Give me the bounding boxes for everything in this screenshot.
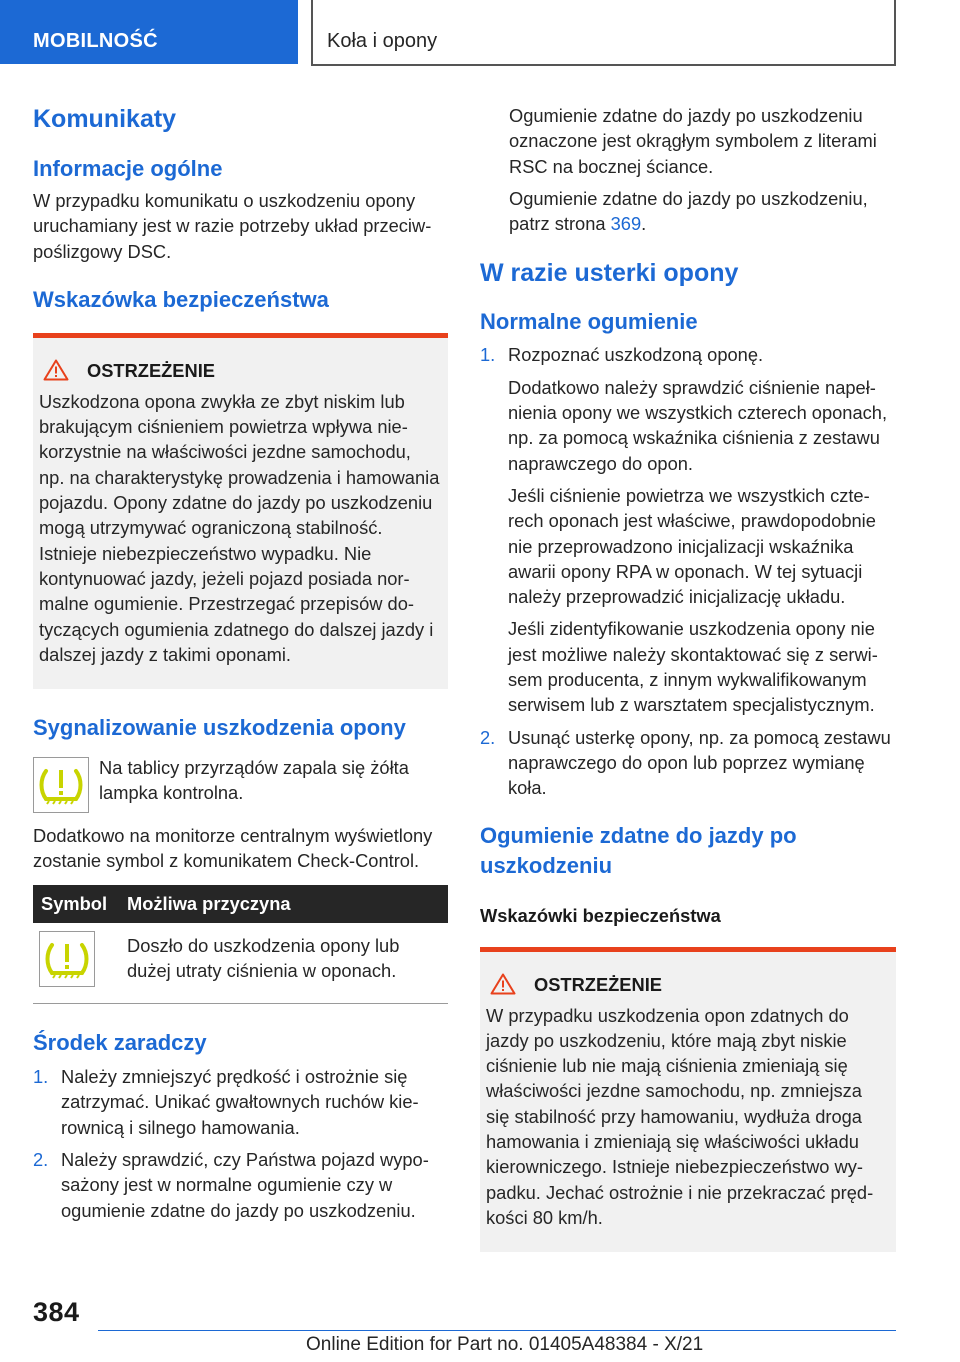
heading-normal-tires: Normalne ogumienie: [480, 309, 698, 335]
warning-title-text: OSTRZEŻENIE: [87, 359, 215, 381]
heading-general-info: Informacje ogólne: [33, 156, 223, 181]
remedy-steps: [33, 1064, 448, 1223]
table-header-row: [33, 885, 448, 923]
warning-title: [486, 972, 888, 997]
warning-text: W przypadku uszkodzenia opon zdatnych do jazdy po uszkodzeniu, które mają zbyt niskie ciśnienie lub nie mają ciśnienia zmieniają się właściwości jezdne samochodu, np. zmniejsza się stabilność przy hamowaniu, wydłuża droga hamowania i zmieniają się właściwości układu kierowniczego. Istnieje niebezpieczeństwo wypadku. Jechać ostrożnie i nie przekraczać prędkości 80 km/h.: [486, 1004, 874, 1228]
warning-box: [33, 333, 448, 689]
tire-pressure-warning-icon: [39, 931, 95, 987]
page-link[interactable]: 369: [610, 213, 642, 235]
step-number: 2.: [480, 726, 496, 748]
step-number: 2.: [33, 1148, 49, 1170]
footer-edition: Online Edition for Part no. 01405A48384 - X/21: [306, 1334, 704, 1355]
left-column: [33, 100, 448, 1223]
rsc-description: Ogumienie zdatne do jazdy po uszkodzeniu oznaczone jest okrągłym symbolem z literami RSC na bocznej ściance.: [509, 105, 877, 177]
heading-remedy: Środek zaradczy: [33, 1030, 207, 1056]
step-text: Dodatkowo należy sprawdzić ciśnienie napełnienia opony we wszystkich czterech oponach, np. za pomocą wskaźnika ciśnienia z zestawu naprawczego do opon.: [508, 376, 888, 474]
table-row: [33, 923, 448, 1004]
symbol-table: [33, 885, 448, 1004]
list-item: [33, 1064, 448, 1140]
step-number: 1.: [480, 344, 496, 366]
warning-title-text: OSTRZEŻENIE: [534, 973, 662, 995]
table-cell-symbol: [33, 923, 119, 1004]
step-text: Jeśli zidentyfikowanie uszkodzenia opony nie jest możliwe należy skontaktować się z serwisem producenta, z innym wykwalifikowanym serwisem lub z warsztatem specjalistycznym.: [508, 618, 878, 716]
table-header-cause: Możliwa przyczyna: [119, 885, 448, 923]
warning-box: [480, 947, 896, 1253]
page-number: 384: [33, 1297, 80, 1327]
step-text: Należy sprawdzić, czy Państwa pojazd wyposażony jest w normalne ogumienie czy w ogumienie zdatne do jazdy po uszkodzeniu.: [61, 1148, 429, 1221]
monitor-text: Dodatkowo na monitorze centralnym wyświetlony zostanie symbol z komunikatem Check-Control.: [33, 825, 433, 872]
step-text: Jeśli ciśnienie powietrza we wszystkich czterech oponach jest właściwe, prawdopodobnie nie przeprowadzono inicjalizacji wskaźnika awarii opony RPA w oponach. W tej sytuacji należy przeprowadzić inicjalizację układu.: [508, 484, 876, 608]
step-text: Należy zmniejszyć prędkość i ostrożnie się zatrzymać. Unikać gwałtownych ruchów kierownicą i silnego hamowania.: [61, 1066, 419, 1138]
rsc-intro: [480, 103, 896, 236]
rsc-reference: Ogumienie zdatne do jazdy po uszkodzeniu, patrz strona 369.: [509, 187, 868, 235]
signal-row: [33, 755, 448, 813]
footer-divider: [98, 1330, 896, 1331]
signal-text: Na tablicy przyrządów zapala się żółta lampka kontrolna.: [99, 757, 409, 804]
table-cell-cause: Doszło do uszkodzenia opony lub dużej utraty ciśnienia w oponach.: [119, 923, 448, 1004]
heading-safety-note: Wskazówka bezpieczeństwa: [33, 286, 329, 312]
warning-text: Uszkodzona opona zwykła ze zbyt niskim lub brakującym ciśnieniem powietrza wpływa niekorzystnie na właściwości jezdne samochodu, np. na charakterystykę prowadzenia i hamowania pojazdu. Opony zdatne do jazdy po uszkodzeniu mogą utrzymywać ograniczoną stabilność. Istnieje niebezpieczeństwo wypadku. Nie kontynuować jazdy, jeżeli pojazd posiada normalne ogumienie. Przestrzegać przepisów dotyczących ogumienia zdatnego do dalszej jazdy i dalszej jazdy z takimi oponami.: [39, 390, 440, 665]
general-info-text: W przypadku komunikatu o uszkodzeniu opony uruchamiany jest w razie potrzeby układ przeciwpoślizgowy DSC.: [33, 190, 432, 262]
warning-title: [39, 358, 440, 383]
chapter-title: Koła i opony: [311, 0, 896, 66]
heading-safety-tips: Wskazówki bezpieczeństwa: [480, 904, 721, 926]
page-header: [0, 0, 960, 66]
warning-triangle-icon: [43, 359, 69, 381]
heading-komunikaty: Komunikaty: [33, 105, 177, 133]
step-text: Usunąć usterkę opony, np. za pomocą zestawu naprawczego do opon lub poprzez wymianę koła.: [508, 726, 891, 799]
step-text: Rozpoznać uszkodzoną oponę.: [508, 344, 764, 366]
fault-steps: [480, 342, 896, 800]
heading-rsc-tires: Ogumienie zdatne do jazdy po uszkodzeniu: [480, 822, 797, 878]
list-item: [33, 1147, 448, 1223]
heading-signal: Sygnalizowanie uszkodzenia opony: [33, 715, 406, 741]
tire-pressure-warning-icon: [33, 757, 89, 813]
right-column: [480, 100, 896, 1252]
table-header-symbol: Symbol: [33, 885, 119, 923]
step-number: 1.: [33, 1066, 49, 1088]
list-item: [480, 725, 896, 801]
warning-triangle-icon: [490, 973, 516, 995]
list-item: [480, 342, 896, 717]
heading-tire-fault: W razie usterki opony: [480, 259, 739, 288]
section-tab: MOBILNOŚĆ: [0, 0, 298, 64]
